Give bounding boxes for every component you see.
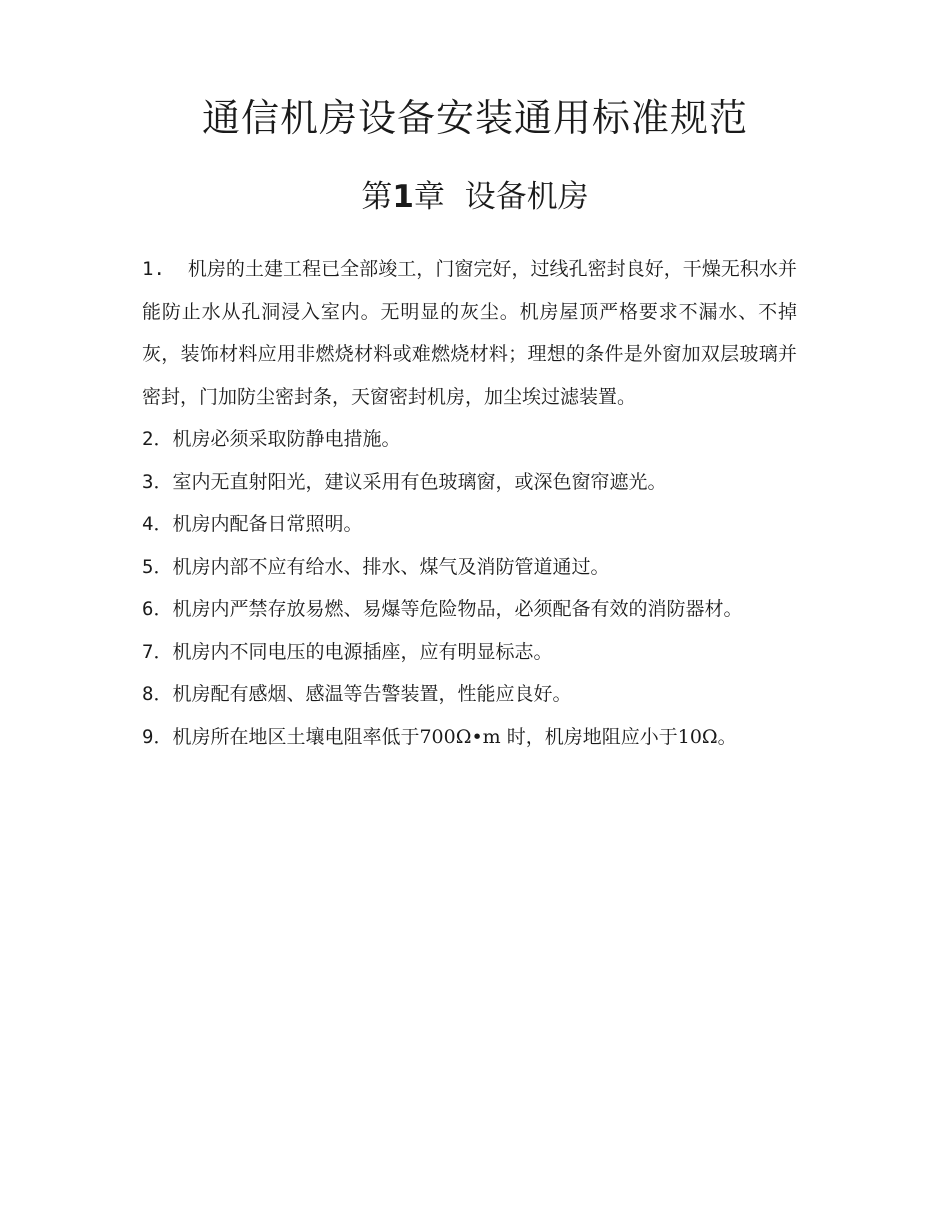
list-item xyxy=(142,248,797,418)
item-text: 机房所在地区土壤电阻率低于700Ω•m 时，机房地阻应小于10Ω。 xyxy=(172,725,737,748)
item-text: 机房内严禁存放易燃、易爆等危险物品，必须配备有效的消防器材。 xyxy=(172,598,743,620)
item-number: 9． xyxy=(142,725,173,748)
chapter-number: 1 xyxy=(392,179,414,215)
list-item xyxy=(142,503,797,546)
list-item xyxy=(142,716,797,759)
item-number: 7． xyxy=(142,640,173,663)
item-text: 机房必须采取防静电措施。 xyxy=(172,428,401,450)
chapter-prefix: 第 xyxy=(361,179,393,215)
document-body xyxy=(142,248,797,758)
list-item xyxy=(142,418,797,461)
list-item xyxy=(142,631,797,674)
item-number: 6． xyxy=(142,598,173,620)
item-text: 机房内不同电压的电源插座，应有明显标志。 xyxy=(172,640,553,663)
chapter-suffix: 章 设备机房 xyxy=(413,179,589,215)
list-item xyxy=(142,546,797,589)
item-number: 5． xyxy=(142,555,173,578)
document-title: 通信机房设备安装通用标准规范 xyxy=(201,96,748,140)
item-text: 机房内部不应有给水、排水、煤气及消防管道通过。 xyxy=(172,555,610,578)
item-number: 8． xyxy=(142,683,173,705)
list-item xyxy=(142,461,797,504)
item-number: 4． xyxy=(142,513,173,535)
item-text: 室内无直射阳光，建议采用有色玻璃窗，或深色窗帘遮光。 xyxy=(172,470,667,493)
list-item xyxy=(142,588,797,631)
chapter-title xyxy=(0,174,950,220)
item-text: 机房的土建工程已全部竣工，门窗完好，过线孔密封良好，干燥无积水并能防止水从孔洞浸入室内。无明显的灰尘。机房屋顶严格要求不漏水、不掉灰，装饰材料应用非燃烧材料或难燃烧材料；理想的条件是外窗加双层玻璃并密封，门加防尘密封条，天窗密封机房，加尘埃过滤装置。 xyxy=(142,258,797,408)
item-number: 1. xyxy=(142,258,188,280)
list-item xyxy=(142,673,797,716)
item-text: 机房内配备日常照明。 xyxy=(172,513,363,535)
item-number: 3． xyxy=(142,470,173,493)
item-number: 2． xyxy=(142,428,173,450)
item-text: 机房配有感烟、感温等告警装置，性能应良好。 xyxy=(172,683,572,705)
